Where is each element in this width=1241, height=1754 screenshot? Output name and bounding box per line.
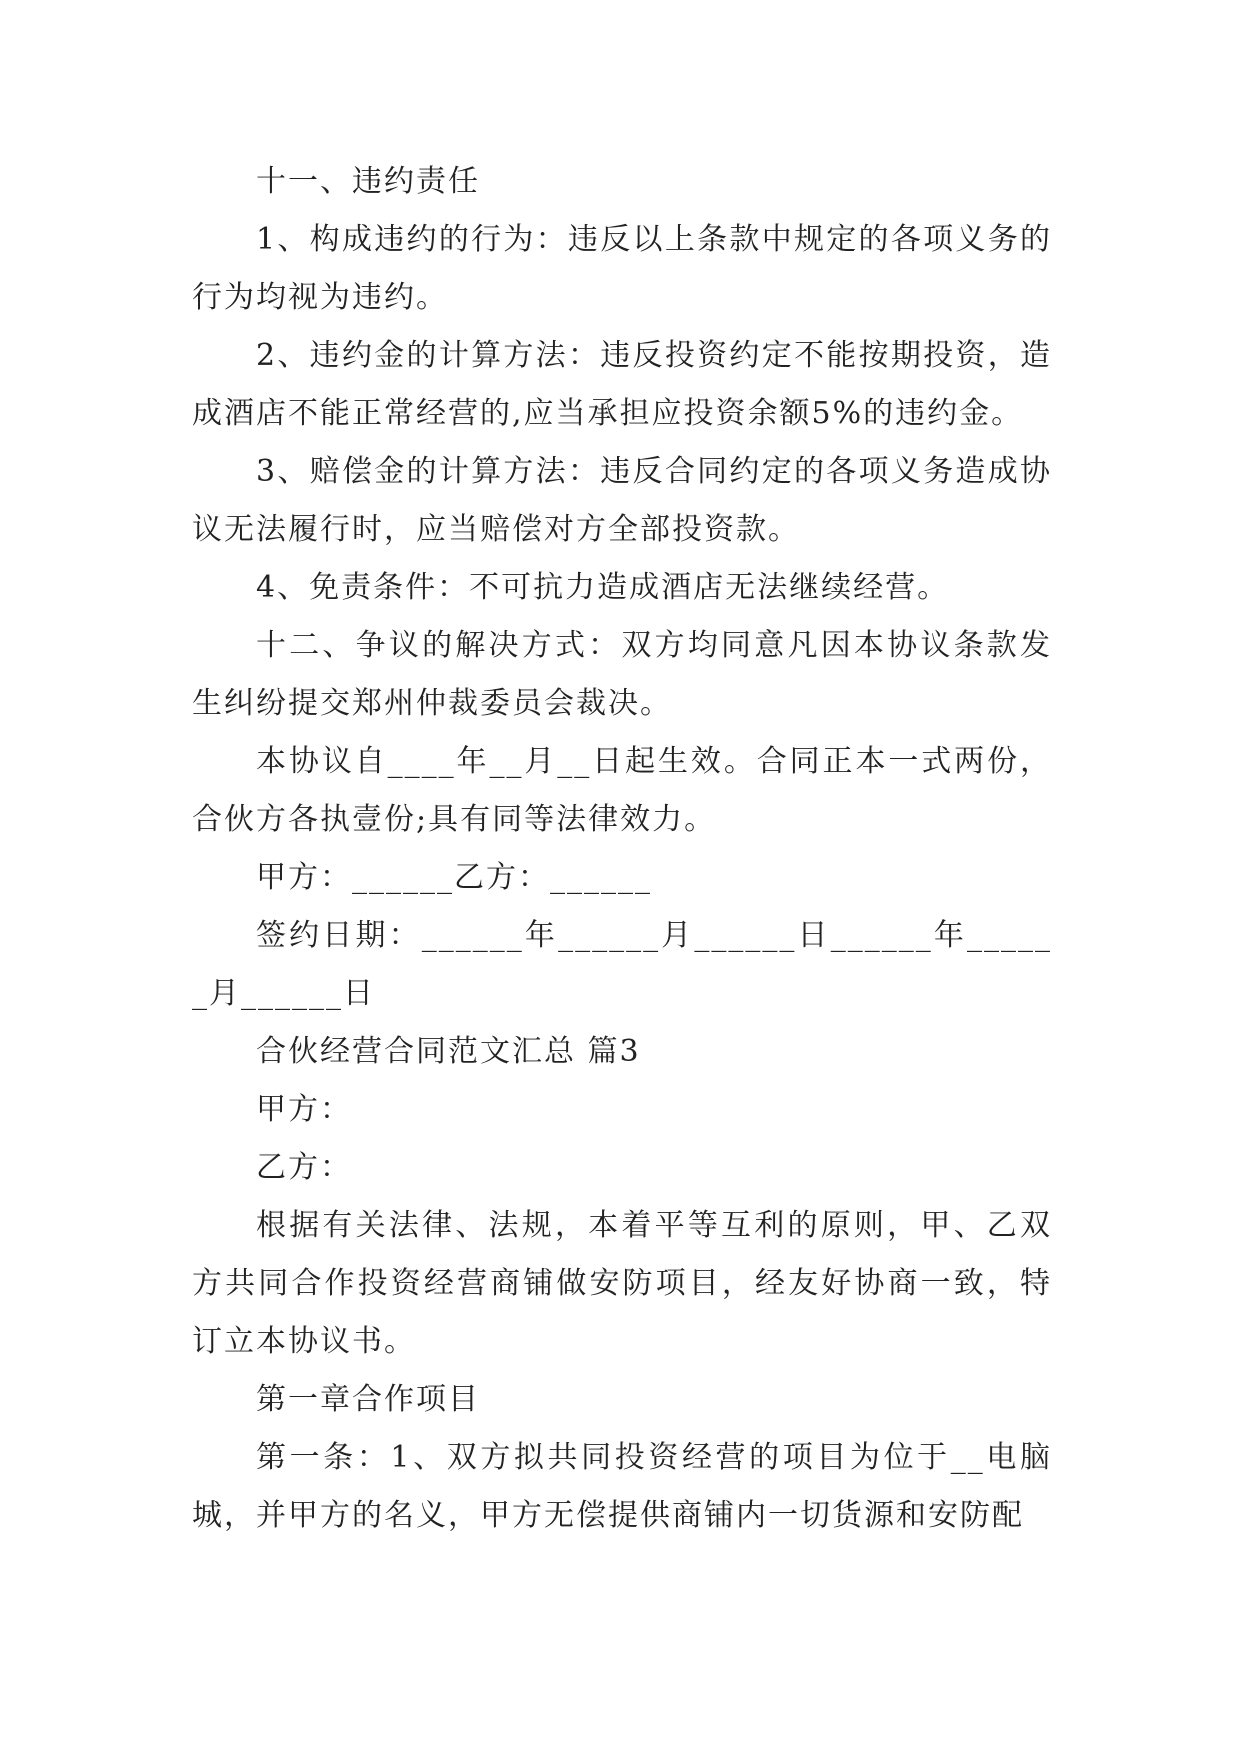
paragraph-compensation-calculation: 3、赔偿金的计算方法：违反合同约定的各项义务造成协议无法履行时，应当赔偿对方全部投资款。: [192, 454, 1052, 547]
section-heading-breach-liability: 十一、违约责任: [256, 164, 480, 199]
paragraph-penalty-calculation: 2、违约金的计算方法：违反投资约定不能按期投资，造成酒店不能正常经营的,应当承担应投资余额5%的违约金。: [192, 338, 1052, 431]
paragraph-dispute-resolution: 十二、争议的解决方式：双方均同意凡因本协议条款发生纠纷提交郑州仲裁委员会裁决。: [192, 628, 1052, 721]
paragraph-exemption-conditions: 4、免责条件：不可抗力造成酒店无法继续经营。: [256, 570, 950, 605]
paragraph-preamble: 根据有关法律、法规，本着平等互利的原则，甲、乙双方共同合作投资经营商铺做安防项目，经友好协商一致，特订立本协议书。: [192, 1208, 1052, 1359]
article-title: 合伙经营合同范文汇总 篇3: [256, 1034, 641, 1069]
signature-parties-line: 甲方：______乙方：______: [256, 860, 652, 895]
paragraph-effective-date: 本协议自____年__月__日起生效。合同正本一式两份，合伙方各执壹份;具有同等法律效力。: [192, 744, 1052, 837]
document-body: [192, 153, 1052, 1545]
chapter-heading-cooperation-project: 第一章合作项目: [256, 1382, 480, 1417]
party-a-label: 甲方：: [256, 1092, 352, 1127]
paragraph-article-one: 第一条：1、双方拟共同投资经营的项目为位于__电脑城，并甲方的名义，甲方无偿提供商铺内一切货源和安防配: [192, 1440, 1052, 1533]
signing-date-line: 签约日期：______年______月______日______年______月______日: [192, 918, 1052, 1011]
party-b-label: 乙方：: [256, 1150, 352, 1185]
paragraph-breach-behavior: 1、构成违约的行为：违反以上条款中规定的各项义务的行为均视为违约。: [192, 222, 1052, 315]
